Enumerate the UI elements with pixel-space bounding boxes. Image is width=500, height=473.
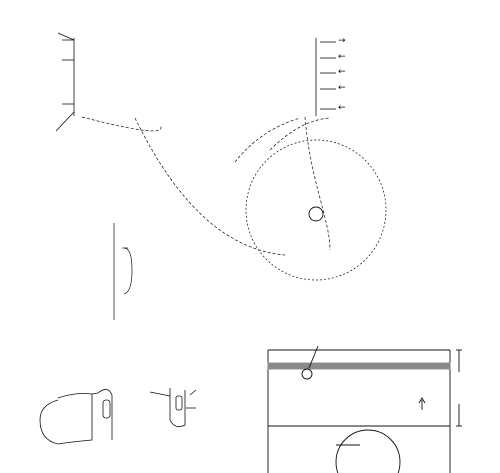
bottom-round-chart — [246, 140, 386, 280]
row-marker-12: ← — [338, 83, 346, 93]
finished-diagram — [268, 346, 462, 473]
assembly-drawing — [40, 388, 196, 444]
row-marker-3: ← — [338, 103, 346, 113]
row-marker-16: ← — [338, 52, 346, 62]
row-marker-arrows — [320, 42, 336, 109]
panel-brackets — [56, 33, 316, 131]
row-marker-18: → — [338, 36, 346, 46]
table-bracket — [114, 223, 132, 320]
row-marker-14: ← — [338, 67, 346, 77]
connection-curves — [82, 117, 330, 255]
